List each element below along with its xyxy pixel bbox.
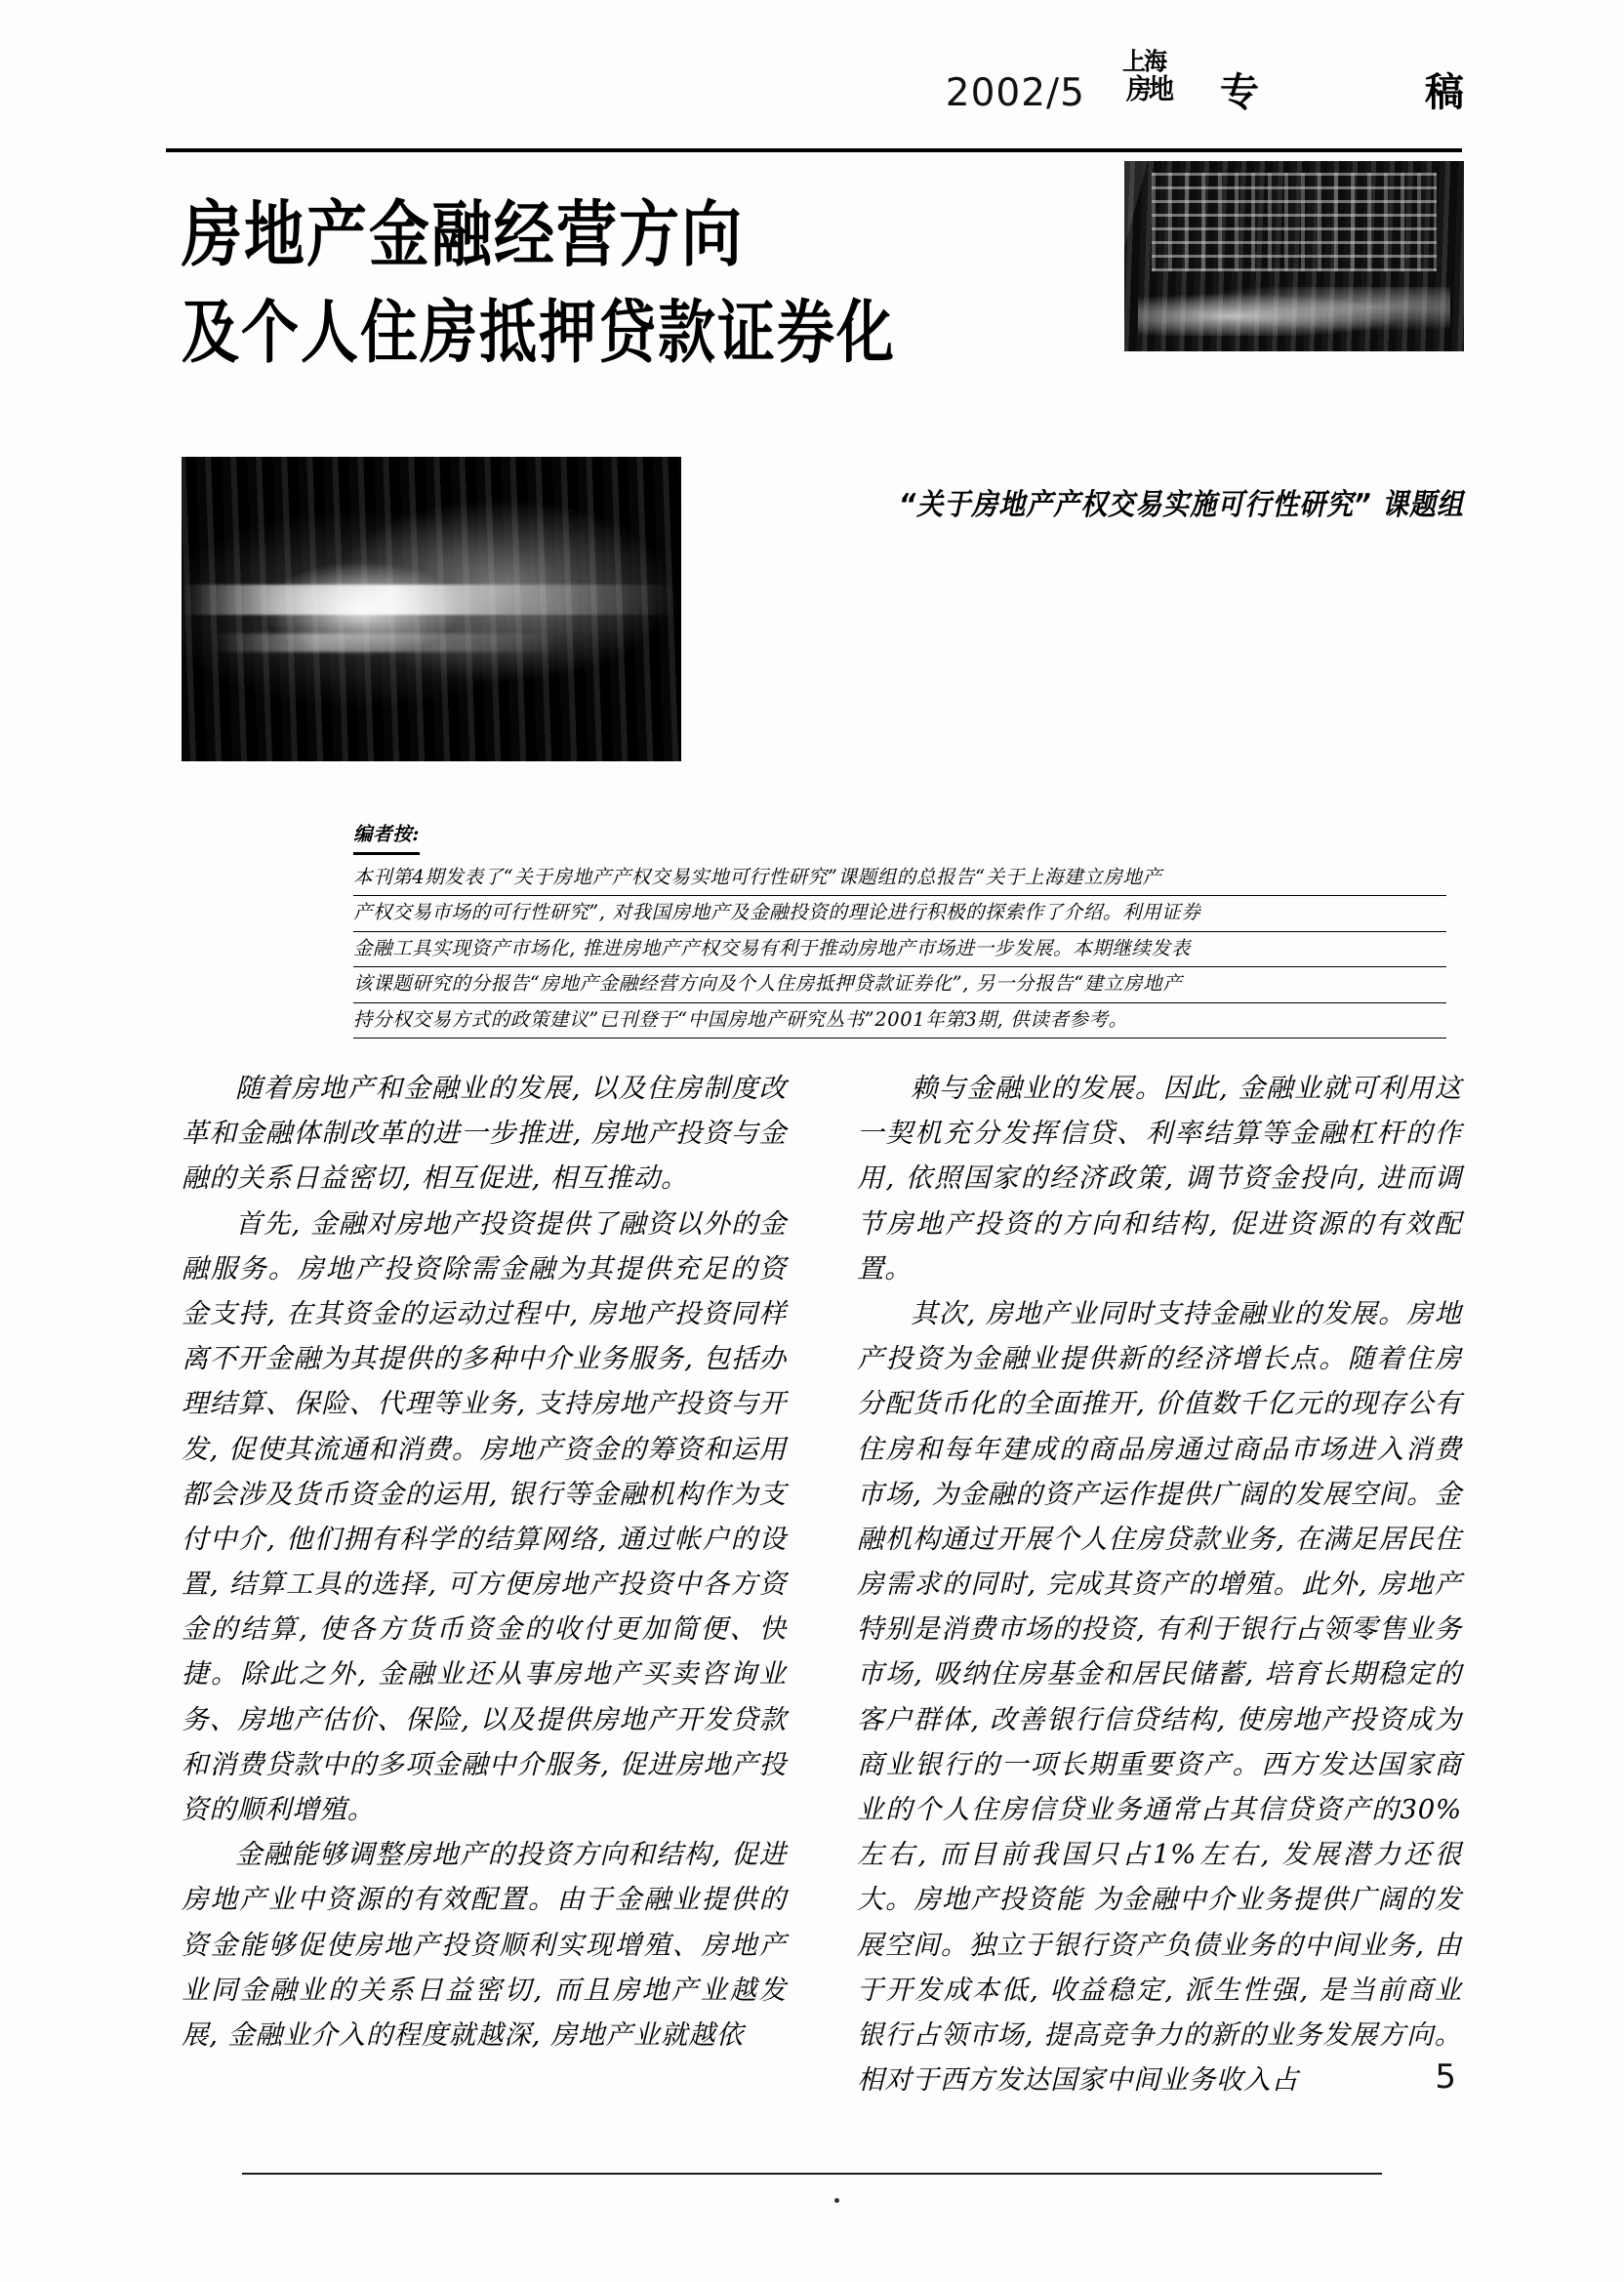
article-body — [182, 1066, 1462, 2102]
body-paragraph: 金融能够调整房地产的投资方向和结构, 促进房地产业中资源的有效配置。由于金融业提供的资金能够促使房地产投资顺利实现增殖、房地产业同金融业的关系日益密切, 而且房地产业越发展, 金融业介入的程度就越深, 房地产业就越依 — [182, 1839, 787, 2051]
journal-logo-icon — [1122, 47, 1183, 112]
title-line-2: 及个人住房抵押贷款证券化 — [182, 292, 897, 372]
editor-note-line: 该课题研究的分报告“房地产金融经营方向及个人住房抵押贷款证券化”, 另一分报告“建立房地产 — [353, 967, 1446, 1003]
editor-note-label: 编者按: — [353, 818, 420, 855]
byline: “关于房地产产权交易实施可行性研究” 课题组 — [898, 488, 1464, 522]
body-paragraph: 赖与金融业的发展。因此, 金融业就可利用这一契机充分发挥信贷、利率结算等金融杠杆的作用, 依照国家的经济政策, 调节资金投向, 进而调节房地产投资的方向和结构, 促进资源的有效配置。 — [857, 1073, 1462, 1284]
title-line-1: 房地产金融经营方向 — [182, 192, 745, 277]
masthead — [166, 47, 1464, 147]
editor-note-line: 持分权交易方式的政策建议”已刊登于“中国房地产研究丛书”2001年第3期, 供读者参考。 — [353, 1003, 1446, 1039]
editor-note-line: 金融工具实现资产市场化, 推进房地产产权交易有利于推动房地产市场进一步发展。本期继续发表 — [353, 932, 1446, 968]
editor-note-line: 本刊第4期发表了“关于房地产产权交易实地可行性研究”课题组的总报告“关于上海建立房地产 — [353, 861, 1446, 897]
body-column-right — [857, 1066, 1462, 2102]
editor-note-line: 产权交易市场的可行性研究”, 对我国房地产及金融投资的理论进行积极的探索作了介绍。利用证券 — [353, 896, 1446, 932]
cityscape-photo — [182, 457, 681, 761]
logo-bottom-text: 房地 — [1126, 73, 1172, 106]
section-label-right: 稿 — [1425, 70, 1464, 115]
section-label-left: 专 — [1220, 70, 1259, 115]
logo-top-text: 上海 — [1122, 47, 1165, 76]
footer-divider — [242, 2173, 1382, 2175]
page-number: 5 — [1435, 2058, 1456, 2097]
body-paragraph: 首先, 金融对房地产投资提供了融资以外的金融服务。房地产投资除需金融为其提供充足的资金支持, 在其资金的运动过程中, 房地产投资同样离不开金融为其提供的多种中介业务服务, 包括办理结算、保险、代理等业务, 支持房地产投资与开发, 促使其流通和消费。房地产资金的筹资和运用都会涉及货币资金的运用, 银行等金融机构作为支付中介, 他们拥有科学的结算网络, 通过帐户的设置, 结算工具的选择, 可方便房地产投资中各方资金的结算, 使各方货币资金的收付更加简便、快捷。除此之外, 金融业还从事房地产买卖咨询业务、房地产估价、保险, 以及提供房地产开发贷款和消费贷款中的多项金融中介服务, 促进房地产投资的顺利增殖。 — [182, 1207, 787, 1825]
issue-number: 2002/5 — [945, 71, 1085, 115]
editor-note — [353, 818, 1446, 1039]
article-title — [182, 191, 1040, 372]
editor-note-body — [353, 861, 1446, 1039]
body-paragraph: 其次, 房地产业同时支持金融业的发展。房地产投资为金融业提供新的经济增长点。随着住房分配货币化的全面推开, 价值数千亿元的现存公有住房和每年建成的商品房通过商品市场进入消费市场, 为金融的资产运作提供广阔的发展空间。金融机构通过开展个人住房贷款业务, 在满足居民住房需求的同时, 完成其资产的增殖。此外, 房地产特别是消费市场的投资, 有利于银行占领零售业务市场, 吸纳住房基金和居民储蓄, 培育长期稳定的客户群体, 改善银行信贷结构, 使房地产投资成为商业银行的一项长期重要资产。西方发达国家商业的个人住房信贷业务通常占其信贷资产的30%左右, 而目前我国只占1%左右, 发展潜力还很大。房地产投资能 为金融中介业务提供广阔的发展空间。独立于银行资产负债业务的中间业务, 由于开发成本低, 收益稳定, 派生性强, 是当前商业银行占领市场, 提高竞争力的新的业务发展方向。相对于西方发达国家中间业务收入占 — [857, 1297, 1462, 2097]
masthead-row — [945, 47, 1464, 115]
building-photo — [1124, 161, 1464, 351]
header-divider — [166, 148, 1462, 152]
body-paragraph: 随着房地产和金融业的发展, 以及住房制度改革和金融体制改革的进一步推进, 房地产投资与金融的关系日益密切, 相互促进, 相互推动。 — [182, 1073, 787, 1195]
body-column-left — [182, 1066, 787, 2102]
